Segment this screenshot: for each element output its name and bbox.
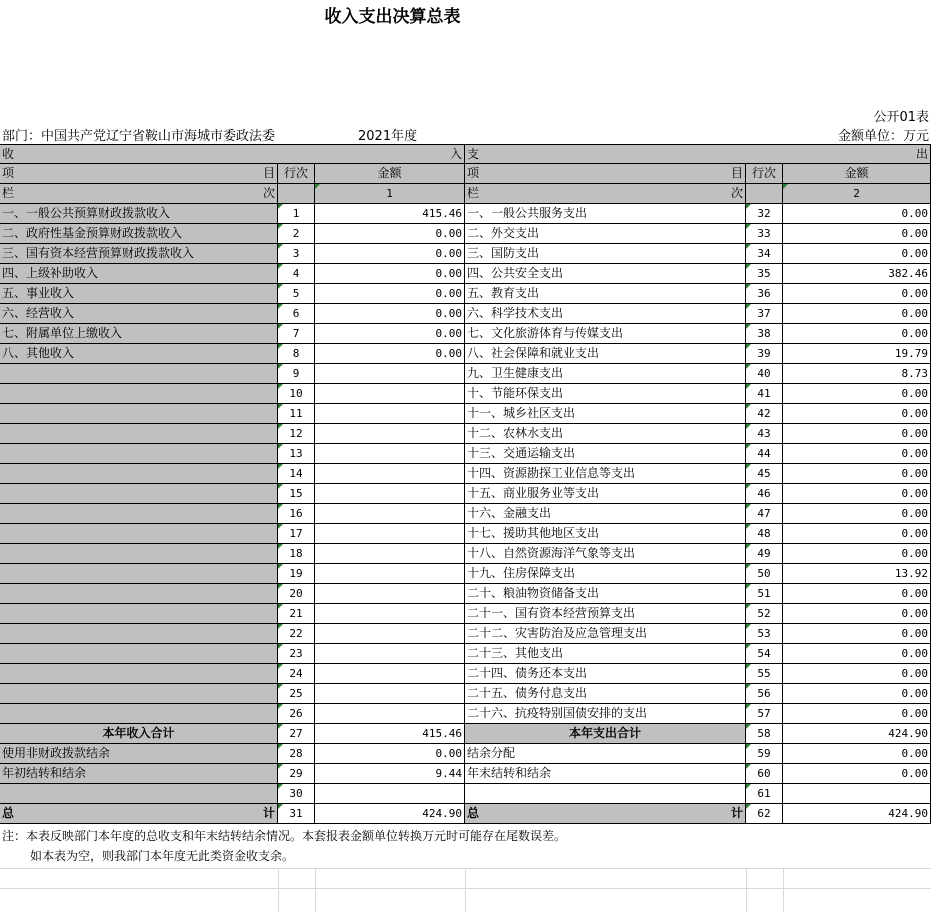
expense-item-name: 十四、资源勘探工业信息等支出	[465, 464, 746, 484]
table-row	[0, 764, 931, 784]
income-line-number: 17	[278, 524, 315, 544]
income-amount[interactable]: 0.00	[315, 244, 465, 264]
expense-amount[interactable]: 0.00	[783, 464, 931, 484]
income-amount[interactable]	[315, 424, 465, 444]
table-row	[0, 224, 931, 244]
table-row	[0, 564, 931, 584]
expense-item-name: 二十四、债务还本支出	[465, 664, 746, 684]
income-amount[interactable]	[315, 704, 465, 724]
expense-line-number: 41	[746, 384, 783, 404]
income-item-name	[0, 604, 278, 624]
expense-amount[interactable]: 0.00	[783, 504, 931, 524]
income-line-number: 7	[278, 324, 315, 344]
income-amount[interactable]	[315, 624, 465, 644]
expense-line-header: 行次	[746, 164, 783, 184]
expense-line-number: 46	[746, 484, 783, 504]
expense-amount[interactable]	[783, 784, 931, 804]
table-row	[0, 744, 931, 764]
expense-item-name: 九、卫生健康支出	[465, 364, 746, 384]
expense-line-number: 42	[746, 404, 783, 424]
income-line-number: 11	[278, 404, 315, 424]
income-amount[interactable]	[315, 644, 465, 664]
income-line-number: 13	[278, 444, 315, 464]
table-row	[0, 344, 931, 364]
table-row	[0, 404, 931, 424]
income-item-name: 七、附属单位上缴收入	[0, 324, 278, 344]
expense-line-number: 38	[746, 324, 783, 344]
expense-line-number: 36	[746, 284, 783, 304]
subtotal-row	[0, 724, 931, 744]
expense-item-name: 二十二、灾害防治及应急管理支出	[465, 624, 746, 644]
expense-line-number: 59	[746, 744, 783, 764]
income-line-number: 19	[278, 564, 315, 584]
expense-amount[interactable]: 0.00	[783, 404, 931, 424]
income-amount[interactable]	[315, 384, 465, 404]
income-item-name: 五、事业收入	[0, 284, 278, 304]
expense-item-name: 八、社会保障和就业支出	[465, 344, 746, 364]
header-row-column-index	[0, 184, 931, 204]
income-item-name	[0, 784, 278, 804]
income-item-name: 八、其他收入	[0, 344, 278, 364]
expense-line-number: 45	[746, 464, 783, 484]
table-row	[0, 304, 931, 324]
income-line-number: 12	[278, 424, 315, 444]
income-line-number: 24	[278, 664, 315, 684]
income-item-name	[0, 544, 278, 564]
expense-amount[interactable]: 0.00	[783, 384, 931, 404]
expense-item-name: 十二、农林水支出	[465, 424, 746, 444]
expense-line-number: 55	[746, 664, 783, 684]
department-label: 部门：中国共产党辽宁省鞍山市海城市委政法委	[2, 129, 276, 144]
form-code: 公开01表	[873, 110, 929, 125]
income-line-number: 22	[278, 624, 315, 644]
expense-item-name: 十一、城乡社区支出	[465, 404, 746, 424]
sheet-gridline	[746, 868, 747, 912]
table-row	[0, 604, 931, 624]
expense-item-name: 十三、交通运输支出	[465, 444, 746, 464]
income-subtotal-amount[interactable]: 415.46	[315, 724, 465, 744]
income-amount[interactable]: 0.00	[315, 224, 465, 244]
income-amount[interactable]	[315, 504, 465, 524]
expense-line-number: 53	[746, 624, 783, 644]
table-row	[0, 244, 931, 264]
income-item-name	[0, 364, 278, 384]
income-col-index-line	[278, 184, 315, 204]
income-amount[interactable]: 415.46	[315, 204, 465, 224]
income-line-number: 10	[278, 384, 315, 404]
expense-col-index: 栏 次	[465, 184, 746, 204]
income-amount[interactable]	[315, 524, 465, 544]
table-extra-rows	[0, 744, 931, 804]
income-amount[interactable]	[315, 444, 465, 464]
income-amount[interactable]	[315, 784, 465, 804]
expense-amount[interactable]: 0.00	[783, 324, 931, 344]
income-amount[interactable]: 0.00	[315, 324, 465, 344]
income-line-number: 15	[278, 484, 315, 504]
income-item-name: 一、一般公共预算财政拨款收入	[0, 204, 278, 224]
expense-item-name: 六、科学技术支出	[465, 304, 746, 324]
table-row	[0, 544, 931, 564]
expense-item-name: 五、教育支出	[465, 284, 746, 304]
expense-item-name: 四、公共安全支出	[465, 264, 746, 284]
expense-line-number: 50	[746, 564, 783, 584]
table-row	[0, 644, 931, 664]
income-amount[interactable]	[315, 664, 465, 684]
expense-item-name: 二十六、抗疫特别国债安排的支出	[465, 704, 746, 724]
table-row	[0, 384, 931, 404]
expense-item-header: 项 目	[465, 164, 746, 184]
income-line-number: 6	[278, 304, 315, 324]
expense-item-name: 年末结转和结余	[465, 764, 746, 784]
expense-item-name: 二十五、债务付息支出	[465, 684, 746, 704]
expense-section-header: 支 出	[465, 144, 931, 164]
expense-item-name: 一、一般公共服务支出	[465, 204, 746, 224]
expense-item-name: 七、文化旅游体育与传媒支出	[465, 324, 746, 344]
income-line-number: 4	[278, 264, 315, 284]
expense-amount[interactable]: 0.00	[783, 644, 931, 664]
expense-line-number: 32	[746, 204, 783, 224]
expense-amount[interactable]: 13.92	[783, 564, 931, 584]
note-line-2: 如本表为空，则我部门本年度无此类资金收支余。	[30, 849, 295, 863]
income-total-line: 31	[278, 804, 315, 824]
income-item-name: 四、上级补助收入	[0, 264, 278, 284]
income-subtotal-line: 27	[278, 724, 315, 744]
expense-amount[interactable]: 0.00	[783, 704, 931, 724]
income-line-number: 18	[278, 544, 315, 564]
notes	[2, 826, 566, 866]
note-line-1: 注：本表反映部门本年度的总收支和年末结转结余情况。本套报表金额单位转换万元时可能存在尾数误差。	[2, 829, 567, 843]
income-total-amount[interactable]: 424.90	[315, 804, 465, 824]
expense-amount[interactable]: 0.00	[783, 604, 931, 624]
income-amount[interactable]: 0.00	[315, 344, 465, 364]
expense-amount[interactable]: 0.00	[783, 584, 931, 604]
expense-item-name: 三、国防支出	[465, 244, 746, 264]
expense-item-name	[465, 784, 746, 804]
table-body	[0, 204, 931, 724]
sheet-gridline	[783, 868, 784, 912]
income-col-index-amount: 1	[315, 184, 465, 204]
expense-amount[interactable]: 0.00	[783, 524, 931, 544]
sheet-gridline	[315, 868, 316, 912]
income-amount[interactable]	[315, 404, 465, 424]
income-amount[interactable]: 0.00	[315, 304, 465, 324]
table-row	[0, 784, 931, 804]
expense-col-index-amount: 2	[783, 184, 931, 204]
income-item-name: 使用非财政拨款结余	[0, 744, 278, 764]
expense-amount[interactable]: 19.79	[783, 344, 931, 364]
income-item-name: 三、国有资本经营预算财政拨款收入	[0, 244, 278, 264]
expense-item-name: 十六、金融支出	[465, 504, 746, 524]
expense-line-number: 47	[746, 504, 783, 524]
expense-line-number: 35	[746, 264, 783, 284]
table-row	[0, 704, 931, 724]
expense-amount[interactable]: 0.00	[783, 424, 931, 444]
sheet-gridline	[278, 868, 279, 912]
income-line-number: 20	[278, 584, 315, 604]
unit-label: 金额单位：万元	[837, 129, 929, 144]
income-amount[interactable]	[315, 464, 465, 484]
expense-item-name: 十、节能环保支出	[465, 384, 746, 404]
expense-amount[interactable]: 0.00	[783, 224, 931, 244]
expense-line-number: 51	[746, 584, 783, 604]
table-row	[0, 444, 931, 464]
income-line-number: 9	[278, 364, 315, 384]
expense-item-name: 结余分配	[465, 744, 746, 764]
income-item-name	[0, 664, 278, 684]
table-row	[0, 584, 931, 604]
expense-total-amount[interactable]: 424.90	[783, 804, 931, 824]
table-row	[0, 364, 931, 384]
table-row	[0, 264, 931, 284]
expense-line-number: 56	[746, 684, 783, 704]
income-line-number: 21	[278, 604, 315, 624]
income-line-number: 3	[278, 244, 315, 264]
income-line-number: 25	[278, 684, 315, 704]
expense-col-index-line	[746, 184, 783, 204]
expense-item-name: 二十、粮油物资储备支出	[465, 584, 746, 604]
expense-subtotal-amount[interactable]: 424.90	[783, 724, 931, 744]
table-row	[0, 284, 931, 304]
income-amount-header: 金额	[315, 164, 465, 184]
expense-line-number: 48	[746, 524, 783, 544]
income-item-name	[0, 624, 278, 644]
income-item-name	[0, 404, 278, 424]
income-subtotal-label: 本年收入合计	[0, 724, 278, 744]
income-line-number: 1	[278, 204, 315, 224]
income-item-name	[0, 464, 278, 484]
income-amount[interactable]: 9.44	[315, 764, 465, 784]
expense-subtotal-line: 58	[746, 724, 783, 744]
income-item-name	[0, 644, 278, 664]
expense-item-name: 二、外交支出	[465, 224, 746, 244]
income-item-name	[0, 584, 278, 604]
income-amount[interactable]	[315, 564, 465, 584]
expense-amount-header: 金额	[783, 164, 931, 184]
income-line-number: 5	[278, 284, 315, 304]
expense-line-number: 57	[746, 704, 783, 724]
year-label: 2021年度	[358, 129, 418, 144]
income-amount[interactable]	[315, 604, 465, 624]
income-amount[interactable]: 0.00	[315, 264, 465, 284]
income-item-name: 年初结转和结余	[0, 764, 278, 784]
table-row	[0, 324, 931, 344]
income-item-name	[0, 524, 278, 544]
income-amount[interactable]	[315, 484, 465, 504]
table-row	[0, 464, 931, 484]
expense-amount[interactable]: 0.00	[783, 304, 931, 324]
expense-item-name: 二十三、其他支出	[465, 644, 746, 664]
income-item-name	[0, 704, 278, 724]
income-line-number: 16	[278, 504, 315, 524]
expense-amount[interactable]: 0.00	[783, 284, 931, 304]
income-item-header: 项 目	[0, 164, 278, 184]
income-item-name	[0, 684, 278, 704]
income-item-name: 二、政府性基金预算财政拨款收入	[0, 224, 278, 244]
table-row	[0, 624, 931, 644]
income-item-name	[0, 564, 278, 584]
income-item-name	[0, 384, 278, 404]
income-item-name	[0, 444, 278, 464]
table-row	[0, 204, 931, 224]
expense-amount[interactable]: 0.00	[783, 744, 931, 764]
income-line-number: 28	[278, 744, 315, 764]
expense-amount[interactable]: 0.00	[783, 484, 931, 504]
expense-total-line: 62	[746, 804, 783, 824]
expense-line-number: 33	[746, 224, 783, 244]
income-amount[interactable]	[315, 684, 465, 704]
income-col-index: 栏 次	[0, 184, 278, 204]
income-item-name	[0, 484, 278, 504]
income-line-number: 23	[278, 644, 315, 664]
income-amount[interactable]	[315, 364, 465, 384]
income-amount[interactable]	[315, 544, 465, 564]
expense-total-label: 总 计	[465, 804, 746, 824]
income-section-header: 收 入	[0, 144, 465, 164]
expense-amount[interactable]: 0.00	[783, 664, 931, 684]
expense-line-number: 44	[746, 444, 783, 464]
expense-line-number: 37	[746, 304, 783, 324]
expense-amount[interactable]: 0.00	[783, 444, 931, 464]
income-item-name: 六、经营收入	[0, 304, 278, 324]
expense-item-name: 十八、自然资源海洋气象等支出	[465, 544, 746, 564]
expense-amount[interactable]: 0.00	[783, 764, 931, 784]
income-total-label: 总 计	[0, 804, 278, 824]
table-row	[0, 684, 931, 704]
expense-line-number: 49	[746, 544, 783, 564]
expense-line-number: 61	[746, 784, 783, 804]
expense-amount[interactable]: 0.00	[783, 544, 931, 564]
income-item-name	[0, 424, 278, 444]
income-line-number: 26	[278, 704, 315, 724]
expense-item-name: 十七、援助其他地区支出	[465, 524, 746, 544]
header-row-section	[0, 144, 931, 164]
expense-amount[interactable]: 8.73	[783, 364, 931, 384]
table-row	[0, 424, 931, 444]
income-line-header: 行次	[278, 164, 315, 184]
income-amount[interactable]: 0.00	[315, 284, 465, 304]
income-amount[interactable]	[315, 584, 465, 604]
income-line-number: 14	[278, 464, 315, 484]
expense-amount[interactable]: 382.46	[783, 264, 931, 284]
table-row	[0, 524, 931, 544]
header-row-columns	[0, 164, 931, 184]
page-title: 收入支出决算总表	[324, 7, 461, 27]
expense-line-number: 60	[746, 764, 783, 784]
table-row	[0, 484, 931, 504]
expense-amount[interactable]: 0.00	[783, 204, 931, 224]
expense-line-number: 43	[746, 424, 783, 444]
income-amount[interactable]: 0.00	[315, 744, 465, 764]
expense-amount[interactable]: 0.00	[783, 624, 931, 644]
expense-item-name: 二十一、国有资本经营预算支出	[465, 604, 746, 624]
expense-amount[interactable]: 0.00	[783, 684, 931, 704]
total-row	[0, 804, 931, 824]
expense-line-number: 54	[746, 644, 783, 664]
table-row	[0, 504, 931, 524]
expense-item-name: 十五、商业服务业等支出	[465, 484, 746, 504]
expense-subtotal-label: 本年支出合计	[465, 724, 746, 744]
sheet-gridline	[465, 868, 466, 912]
summary-table	[0, 144, 931, 824]
expense-line-number: 52	[746, 604, 783, 624]
income-line-number: 2	[278, 224, 315, 244]
income-line-number: 8	[278, 344, 315, 364]
income-item-name	[0, 504, 278, 524]
income-line-number: 29	[278, 764, 315, 784]
table-row	[0, 664, 931, 684]
expense-line-number: 40	[746, 364, 783, 384]
expense-amount[interactable]: 0.00	[783, 244, 931, 264]
expense-line-number: 39	[746, 344, 783, 364]
expense-item-name: 十九、住房保障支出	[465, 564, 746, 584]
income-line-number: 30	[278, 784, 315, 804]
expense-line-number: 34	[746, 244, 783, 264]
